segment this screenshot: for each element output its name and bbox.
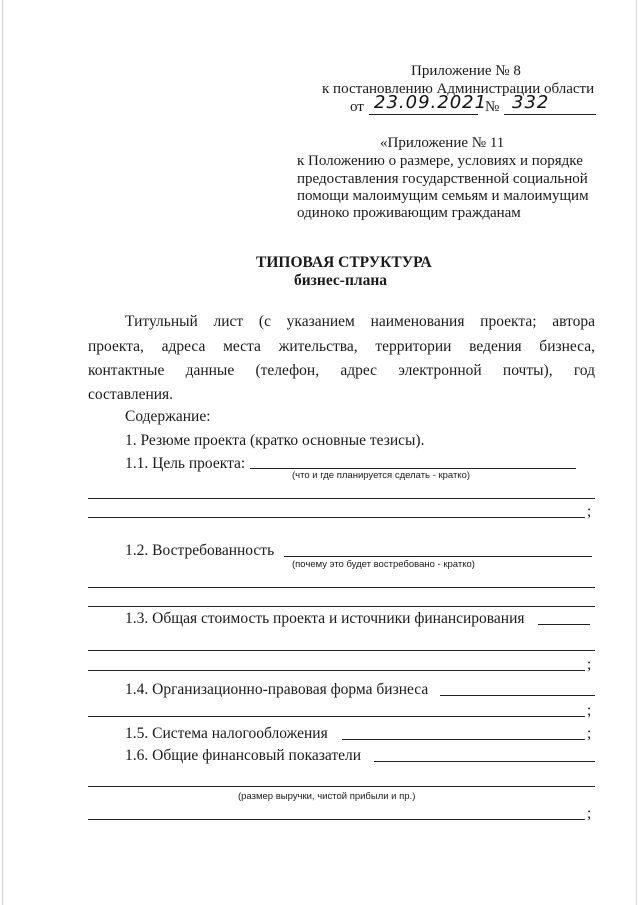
- item-1-5-label: 1.5. Система налогообложения: [125, 725, 328, 742]
- item-1-1-line-a[interactable]: [88, 498, 595, 499]
- appendix-date-prefix: от: [350, 99, 364, 115]
- appendix11-line3: предоставления государственной социальной: [297, 171, 588, 187]
- item-1-3-semicolon: ;: [587, 656, 592, 673]
- page-edge-right: [636, 0, 637, 905]
- item-1-4-field[interactable]: [440, 695, 595, 696]
- item-1-2-line-a[interactable]: [88, 587, 595, 588]
- item-1-2-field[interactable]: [284, 556, 592, 557]
- item-1-6-label: 1.6. Общие финансовый показатели: [125, 747, 362, 764]
- item-1-2-hint: (почему это будет востребовано - кратко): [292, 559, 475, 570]
- item-1-6-line-a[interactable]: [88, 786, 595, 787]
- document-title: ТИПОВАЯ СТРУКТУРА: [256, 254, 432, 271]
- item-1-3-label: 1.3. Общая стоимость проекта и источники финансирования: [125, 610, 525, 627]
- appendix11-line4: помощи малоимущим семьям и малоимущим: [297, 188, 589, 204]
- date-underline: [369, 114, 478, 115]
- item-1-4-line-a[interactable]: [88, 716, 585, 717]
- item-1-3-line-b[interactable]: [88, 670, 585, 671]
- item-1-1-semicolon: ;: [587, 503, 592, 520]
- item-1: 1. Резюме проекта (кратко основные тезисы).: [125, 432, 425, 449]
- item-1-3-line-a[interactable]: [88, 650, 595, 651]
- appendix-title: Приложение № 8: [411, 63, 521, 79]
- intro-line-4: составления.: [88, 386, 174, 403]
- intro-line-1: Титульный лист (с указанием наименования проекта; автора: [125, 313, 595, 330]
- appendix11-line2: к Положению о размере, условиях и порядке: [297, 153, 583, 169]
- item-1-1-label: 1.1. Цель проекта:: [125, 455, 246, 472]
- item-1-5-field[interactable]: [342, 739, 585, 740]
- item-1-2-label: 1.2. Востребованность: [125, 542, 275, 559]
- page-edge-left: [2, 0, 3, 905]
- document-subtitle: бизнес-плана: [294, 272, 388, 289]
- appendix11-title: «Приложение № 11: [380, 135, 505, 151]
- item-1-3-field[interactable]: [538, 624, 590, 625]
- number-underline: [504, 114, 596, 115]
- item-1-4-semicolon: ;: [587, 702, 592, 719]
- item-1-6-field[interactable]: [374, 761, 595, 762]
- appendix-resolution: к постановлению Администрации области: [322, 81, 595, 97]
- item-1-6-line-b[interactable]: [88, 819, 585, 820]
- item-1-1-hint: (что и где планируется сделать - кратко): [292, 470, 471, 481]
- appendix11-line5: одиноко проживающим гражданам: [297, 205, 521, 221]
- appendix-number-handwritten: 332: [512, 92, 550, 113]
- item-1-1-field[interactable]: [250, 468, 576, 469]
- item-1-6-semicolon: ;: [587, 805, 592, 822]
- item-1-6-hint: (размер выручки, чистой прибыли и пр.): [238, 791, 416, 802]
- appendix-date-handwritten: 23.09.2021: [374, 92, 488, 113]
- contents-label: Содержание:: [125, 408, 211, 425]
- intro-line-3: контактные данные (телефон, адрес электронной почты), год: [88, 362, 595, 379]
- item-1-4-label: 1.4. Организационно-правовая форма бизнеса: [125, 681, 429, 698]
- intro-line-2: проекта, адреса места жительства, территории ведения бизнеса,: [88, 338, 595, 355]
- appendix-number-prefix: №: [485, 99, 500, 115]
- item-1-2-line-b[interactable]: [88, 606, 595, 607]
- item-1-5-semicolon: ;: [587, 725, 592, 742]
- item-1-1-line-b[interactable]: [88, 517, 585, 518]
